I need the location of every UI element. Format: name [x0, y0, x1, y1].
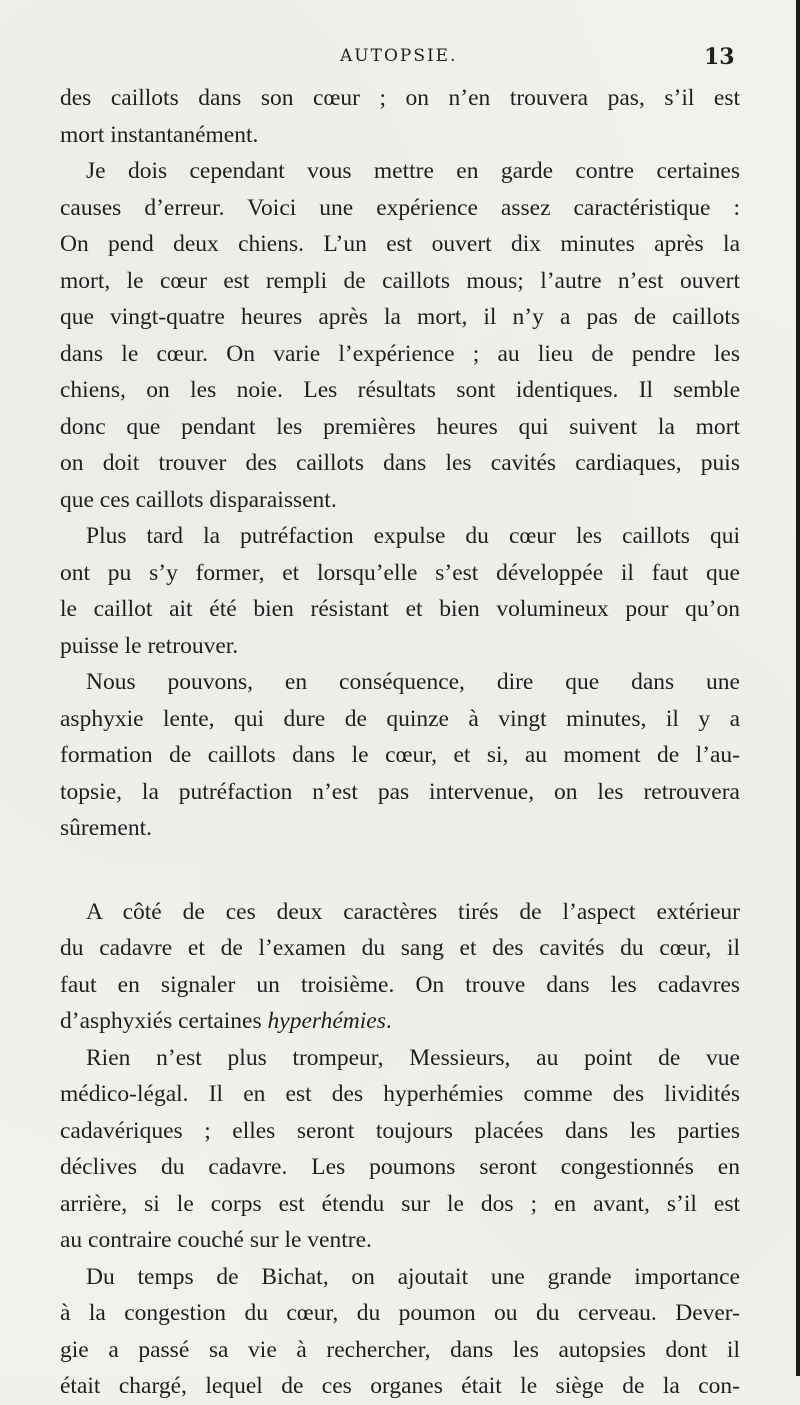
paragraph	[60, 664, 740, 847]
text-line: Nous pouvons, en conséquence, dire que dans une	[86, 669, 740, 695]
body-text	[60, 80, 740, 1405]
text-line: mort instantanément.	[60, 121, 259, 148]
text-fragment: .	[385, 1008, 392, 1034]
text-line: Du temps de Bichat, on ajoutait une grande importance	[86, 1263, 740, 1290]
text-line: sûrement.	[60, 815, 153, 841]
text-line: que vingt-quatre heures après la mort, il n’y a pas de caillots	[60, 304, 740, 330]
text-line: était chargé, lequel de ces organes était le siège de la con-	[60, 1373, 740, 1399]
text-line: mort, le cœur est rempli de caillots mous; l’autre n’est ouvert	[60, 267, 740, 294]
text-line: Je dois cependant vous mettre en garde contre certaines	[86, 158, 740, 184]
text-line	[60, 1003, 740, 1040]
text-line: faut en signaler un troisième. On trouve dans les cadavres	[60, 971, 740, 998]
text-line: du cadavre et de l’examen du sang et des cavités du cœur, il	[60, 935, 740, 961]
page-number: 13	[704, 44, 735, 70]
text-line: A côté de ces deux caractères tirés de l’aspect extérieur	[86, 898, 740, 925]
text-line: topsie, la putréfaction n’est pas intervenue, on les retrouvera	[60, 778, 740, 805]
text-fragment: d’asphyxiés certaines	[60, 1008, 268, 1034]
text-line: chiens, on les noie. Les résultats sont identiques. Il semble	[60, 377, 740, 403]
paragraph	[60, 153, 740, 518]
text-line: donc que pendant les premières heures qui suivent la mort	[60, 413, 740, 440]
text-line: ont pu s’y former, et lorsqu’elle s’est développée il faut que	[60, 559, 740, 586]
text-line: asphyxie lente, qui dure de quinze à vingt minutes, il y a	[60, 705, 740, 732]
text-line: des caillots dans son cœur ; on n’en trouvera pas, s’il est	[60, 85, 740, 111]
text-line: médico-légal. Il en est des hyperhémies comme des lividités	[60, 1081, 740, 1107]
paragraph	[60, 1259, 740, 1405]
page-header	[0, 44, 800, 74]
text-line: Rien n’est plus trompeur, Messieurs, au point de vue	[86, 1044, 740, 1071]
text-line: dans le cœur. On varie l’expérience ; au lieu de pendre les	[60, 340, 740, 367]
text-line: on doit trouver des caillots dans les cavités cardiaques, puis	[60, 450, 740, 476]
text-line: à la congestion du cœur, du poumon ou du cerveau. Dever-	[60, 1300, 740, 1326]
text-line: Plus tard la putréfaction expulse du cœur les caillots qui	[86, 523, 740, 549]
section-gap	[60, 847, 740, 894]
paragraph	[60, 80, 740, 153]
text-line: déclives du cadavre. Les poumons seront congestionnés en	[60, 1154, 740, 1180]
running-head: AUTOPSIE.	[340, 46, 458, 66]
text-line: On pend deux chiens. L’un est ouvert dix minutes après la	[60, 231, 740, 257]
text-line: au contraire couché sur le ventre.	[60, 1227, 372, 1253]
text-line: que ces caillots disparaissent.	[60, 486, 337, 513]
text-line: formation de caillots dans le cœur, et si, au moment de l’au-	[60, 742, 740, 768]
text-line: arrière, si le corps est étendu sur le dos ; en avant, s’il est	[60, 1190, 740, 1217]
text-line: gie a passé sa vie à rechercher, dans les autopsies dont il	[60, 1336, 740, 1363]
paragraph	[60, 894, 740, 1040]
paragraph	[60, 518, 740, 664]
paragraph	[60, 1040, 740, 1259]
text-line: causes d’erreur. Voici une expérience assez caractéristique :	[60, 194, 740, 221]
page-edge-shadow	[796, 0, 800, 1376]
text-line: cadavériques ; elles seront toujours placées dans les parties	[60, 1117, 740, 1144]
italic-term: hyperhémies	[267, 1008, 386, 1034]
text-line: puisse le retrouver.	[60, 632, 239, 659]
text-line: le caillot ait été bien résistant et bien volumineux pour qu’on	[60, 596, 740, 622]
